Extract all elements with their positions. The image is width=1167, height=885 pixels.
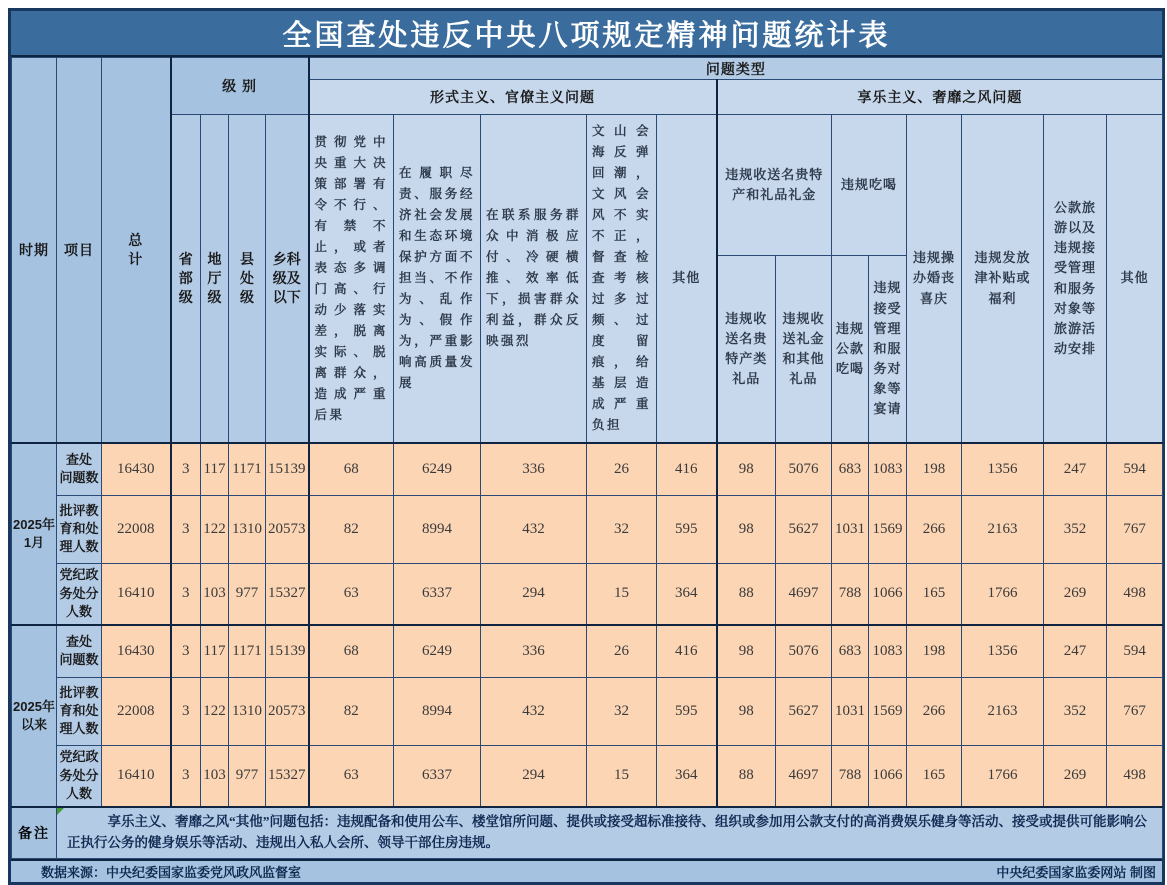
- data-cell: 98: [717, 495, 776, 563]
- data-cell: 1569: [869, 677, 907, 745]
- data-cell: 20573: [266, 677, 309, 745]
- statistics-table: [11, 57, 1163, 859]
- data-cell: 352: [1044, 677, 1107, 745]
- data-cell: 595: [657, 677, 717, 745]
- col-header-period: 时期: [12, 58, 57, 444]
- col-header-duty-performance: 在履职尽责、服务经济社会发展和生态环境保护方面不担当、不作为、乱作为、假作为，严重影响高质量发展: [394, 115, 481, 444]
- data-cell: 788: [832, 563, 869, 625]
- data-cell: 16430: [102, 625, 171, 677]
- data-cell: 294: [481, 745, 587, 807]
- col-header-total: 总 计: [102, 58, 171, 444]
- data-cell: 2163: [962, 677, 1044, 745]
- row-label: 党纪政 务处分 人数: [57, 563, 102, 625]
- col-header-public-funds-dining: 违规 公款 吃喝: [832, 255, 869, 443]
- data-cell: 3: [171, 625, 201, 677]
- col-group-gifts: 违规收送名贵特 产和礼品礼金: [717, 115, 832, 256]
- data-cell: 122: [201, 677, 229, 745]
- data-cell: 6249: [394, 443, 481, 495]
- data-cell: 266: [907, 495, 962, 563]
- data-cell: 352: [1044, 495, 1107, 563]
- data-cell: 63: [309, 563, 394, 625]
- data-cell: 68: [309, 443, 394, 495]
- col-header-township-level: 乡科 级及 以下: [266, 115, 309, 444]
- data-cell: 336: [481, 625, 587, 677]
- data-cell: 16410: [102, 563, 171, 625]
- col-header-banquet-invitations: 违规 接受 管理 和服 务对 象等 宴请: [869, 255, 907, 443]
- remark-cell: [57, 807, 1163, 858]
- credit-text: 中央纪委国家监委网站 制图: [996, 864, 1156, 880]
- data-cell: 103: [201, 563, 229, 625]
- col-header-item: 项目: [57, 58, 102, 444]
- data-cell: 103: [201, 745, 229, 807]
- col-header-county-level: 县 处 级: [229, 115, 266, 444]
- data-cell: 68: [309, 625, 394, 677]
- data-cell: 416: [657, 625, 717, 677]
- data-cell: 3: [171, 495, 201, 563]
- data-cell: 1031: [832, 495, 869, 563]
- col-header-hedonism-other: 其他: [1107, 115, 1163, 444]
- data-cell: 82: [309, 677, 394, 745]
- col-group-level: 级 别: [171, 58, 309, 115]
- data-cell: 247: [1044, 625, 1107, 677]
- data-cell: 3: [171, 745, 201, 807]
- col-group-formalism: 形式主义、官僚主义问题: [309, 80, 717, 115]
- data-cell: 432: [481, 495, 587, 563]
- data-rows: [12, 443, 1163, 807]
- data-cell: 22008: [102, 495, 171, 563]
- data-cell: 1356: [962, 443, 1044, 495]
- col-group-hedonism: 享乐主义、奢靡之风问题: [717, 80, 1163, 115]
- data-cell: 1031: [832, 677, 869, 745]
- data-cell: 1171: [229, 443, 266, 495]
- data-cell: 16430: [102, 443, 171, 495]
- data-cell: 1083: [869, 443, 907, 495]
- data-cell: 15327: [266, 745, 309, 807]
- data-cell: 82: [309, 495, 394, 563]
- period-label: 2025年 以来: [12, 625, 57, 807]
- row-label: 批评教 育和处 理人数: [57, 495, 102, 563]
- data-cell: 269: [1044, 745, 1107, 807]
- data-cell: 683: [832, 443, 869, 495]
- data-cell: 788: [832, 745, 869, 807]
- data-cell: 88: [717, 563, 776, 625]
- data-cell: 294: [481, 563, 587, 625]
- excel-flag-triangle-icon: [57, 808, 64, 815]
- col-header-prefecture-level: 地 厅 级: [201, 115, 229, 444]
- data-cell: 3: [171, 563, 201, 625]
- col-header-serving-masses: 在联系服务群众中消极应付、冷硬横推、效率低下，损害群众利益，群众反映强烈: [481, 115, 587, 444]
- data-cell: 4697: [776, 563, 832, 625]
- data-cell: 16410: [102, 745, 171, 807]
- col-header-specialty-gifts: 违规收 送名贵 特产类 礼品: [717, 255, 776, 443]
- data-cell: 594: [1107, 625, 1163, 677]
- col-header-policy-implementation: 贯彻党中央重大决策部署有令不行、有禁不止，或者表态多调门高、行动少落实差，脱离实际、脱离群众，造成严重后果: [309, 115, 394, 444]
- col-header-province-level: 省 部 级: [171, 115, 201, 444]
- col-header-formalism-other: 其他: [657, 115, 717, 444]
- data-cell: 15: [587, 563, 657, 625]
- data-cell: 122: [201, 495, 229, 563]
- data-cell: 5627: [776, 677, 832, 745]
- data-cell: 4697: [776, 745, 832, 807]
- col-header-public-funded-travel: 公款旅 游以及 违规接 受管理 和服务 对象等 旅游活 动安排: [1044, 115, 1107, 444]
- data-cell: 15: [587, 745, 657, 807]
- data-cell: 5627: [776, 495, 832, 563]
- data-cell: 266: [907, 677, 962, 745]
- data-cell: 432: [481, 677, 587, 745]
- col-header-allowances-benefits: 违规发放 津补贴或 福利: [962, 115, 1044, 444]
- data-cell: 3: [171, 677, 201, 745]
- data-cell: 269: [1044, 563, 1107, 625]
- col-header-meetings-documents: 文山会海反弹回潮，文风会风不实不正，督查检查考核过多过频、过度留痕，给基层造成严重负担: [587, 115, 657, 444]
- data-cell: 26: [587, 625, 657, 677]
- data-cell: 20573: [266, 495, 309, 563]
- data-cell: 198: [907, 625, 962, 677]
- data-cell: 1569: [869, 495, 907, 563]
- data-cell: 1766: [962, 563, 1044, 625]
- data-cell: 165: [907, 745, 962, 807]
- col-group-dining: 违规吃喝: [832, 115, 907, 256]
- remark-label: 备注: [12, 807, 57, 858]
- data-cell: 32: [587, 677, 657, 745]
- page-title: 全国查处违反中央八项规定精神问题统计表: [11, 11, 1162, 57]
- col-header-weddings-funerals: 违规操 办婚丧 喜庆: [907, 115, 962, 444]
- data-cell: 5076: [776, 625, 832, 677]
- data-cell: 1083: [869, 625, 907, 677]
- data-cell: 1171: [229, 625, 266, 677]
- data-cell: 1356: [962, 625, 1044, 677]
- col-group-problem-type: 问题类型: [309, 58, 1163, 80]
- data-cell: 88: [717, 745, 776, 807]
- data-cell: 8994: [394, 495, 481, 563]
- data-cell: 117: [201, 443, 229, 495]
- data-cell: 15327: [266, 563, 309, 625]
- data-cell: 247: [1044, 443, 1107, 495]
- data-cell: 98: [717, 625, 776, 677]
- data-cell: 5076: [776, 443, 832, 495]
- period-label: 2025年 1月: [12, 443, 57, 625]
- col-header-cash-gifts: 违规收 送礼金 和其他 礼品: [776, 255, 832, 443]
- data-cell: 594: [1107, 443, 1163, 495]
- row-label: 党纪政 务处分 人数: [57, 745, 102, 807]
- data-cell: 15139: [266, 443, 309, 495]
- data-cell: 98: [717, 677, 776, 745]
- data-cell: 498: [1107, 745, 1163, 807]
- data-cell: 498: [1107, 563, 1163, 625]
- statistics-table-frame: [8, 8, 1165, 885]
- data-cell: 364: [657, 563, 717, 625]
- data-cell: 767: [1107, 677, 1163, 745]
- data-cell: 683: [832, 625, 869, 677]
- data-cell: 98: [717, 443, 776, 495]
- data-cell: 1066: [869, 563, 907, 625]
- data-cell: 8994: [394, 677, 481, 745]
- row-label: 查处 问题数: [57, 625, 102, 677]
- data-cell: 767: [1107, 495, 1163, 563]
- data-cell: 1310: [229, 677, 266, 745]
- data-cell: 3: [171, 443, 201, 495]
- data-cell: 22008: [102, 677, 171, 745]
- data-cell: 117: [201, 625, 229, 677]
- data-cell: 15139: [266, 625, 309, 677]
- data-cell: 1310: [229, 495, 266, 563]
- row-label: 查处 问题数: [57, 443, 102, 495]
- data-cell: 1766: [962, 745, 1044, 807]
- data-cell: 6249: [394, 625, 481, 677]
- data-cell: 6337: [394, 563, 481, 625]
- data-cell: 977: [229, 745, 266, 807]
- data-cell: 32: [587, 495, 657, 563]
- data-cell: 416: [657, 443, 717, 495]
- data-cell: 336: [481, 443, 587, 495]
- data-cell: 26: [587, 443, 657, 495]
- data-cell: 165: [907, 563, 962, 625]
- data-cell: 198: [907, 443, 962, 495]
- remark-text: 享乐主义、奢靡之风“其他”问题包括：违规配备和使用公车、楼堂馆所问题、提供或接受超标准接待、组织或参加用公款支付的高消费娱乐健身等活动、接受或提供可能影响公正执行公务的健身娱乐等活动、违规出入私人会所、领导干部住房违规。: [67, 814, 1147, 850]
- data-cell: 6337: [394, 745, 481, 807]
- data-cell: 364: [657, 745, 717, 807]
- data-cell: 595: [657, 495, 717, 563]
- data-cell: 2163: [962, 495, 1044, 563]
- row-label: 批评教 育和处 理人数: [57, 677, 102, 745]
- data-cell: 1066: [869, 745, 907, 807]
- footer-bar: [11, 859, 1162, 882]
- data-source-text: 数据来源：中央纪委国家监委党风政风监督室: [41, 864, 302, 880]
- data-cell: 977: [229, 563, 266, 625]
- data-cell: 63: [309, 745, 394, 807]
